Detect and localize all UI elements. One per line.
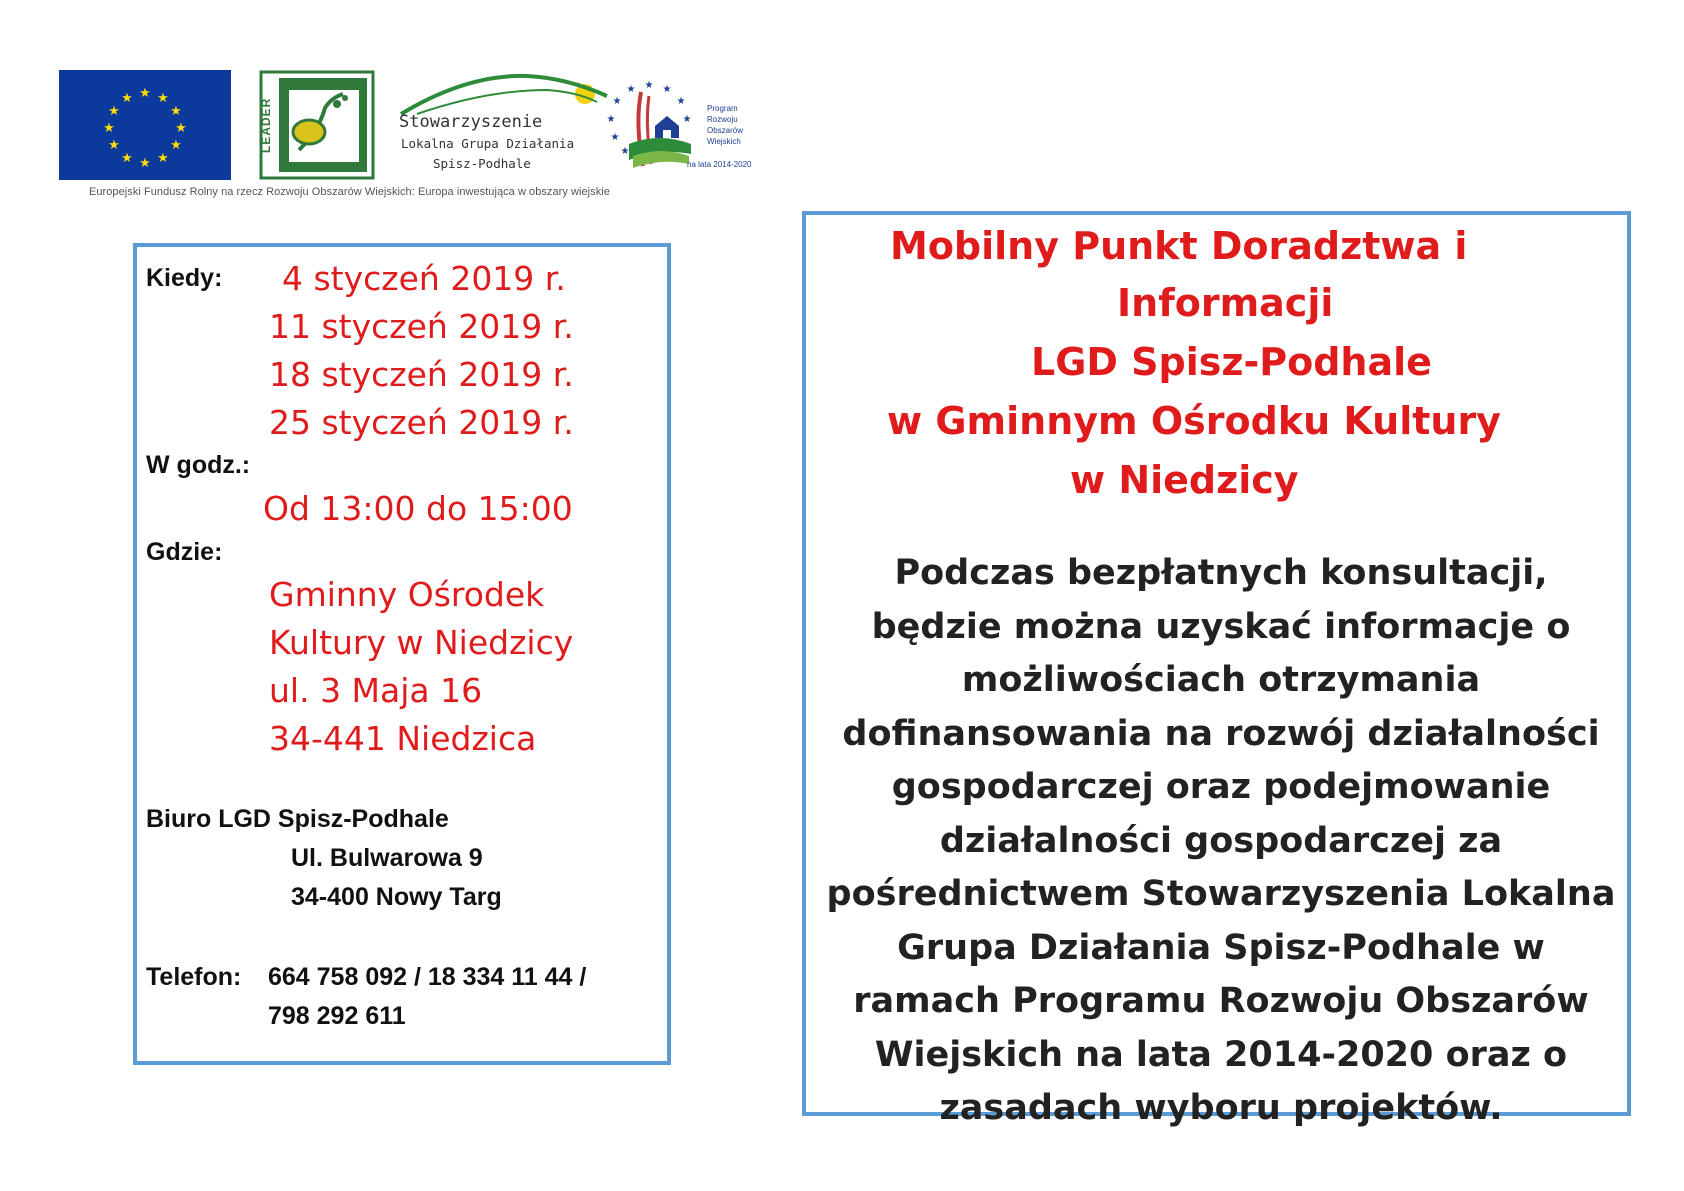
logo-strip [59, 70, 752, 200]
office-city: 34-400 Nowy Targ [291, 883, 502, 911]
svg-text:★: ★ [620, 146, 630, 157]
title-line-4: w Gminnym Ośrodku Kultury [887, 399, 1501, 443]
svg-text:★: ★ [103, 121, 115, 136]
svg-text:★: ★ [175, 121, 187, 136]
svg-text:★: ★ [170, 138, 182, 153]
svg-text:★: ★ [626, 84, 636, 95]
hours-label: W godz.: [146, 451, 251, 479]
prow-logo [599, 74, 752, 180]
svg-text:★: ★ [644, 80, 654, 91]
description-box [802, 211, 1631, 1128]
phone-numbers-1: 664 758 092 / 18 334 11 44 / [268, 963, 587, 991]
date-4: 25 styczeń 2019 r. [269, 403, 574, 442]
prow-years: na lata 2014-2020 [687, 160, 752, 169]
lgd-line1: Stowarzyszenie [399, 112, 543, 132]
svg-text:★: ★ [121, 91, 133, 106]
prow-text-2: Obszarów [707, 126, 744, 135]
svg-text:★: ★ [139, 86, 151, 101]
leader-text: LEADER [259, 97, 273, 153]
lgd-line3: Spisz-Podhale [433, 156, 531, 171]
title-line-2: Informacji [1117, 281, 1334, 325]
office-title: Biuro LGD Spisz-Podhale [146, 805, 449, 833]
svg-text:★: ★ [610, 132, 620, 143]
date-3: 18 styczeń 2019 r. [269, 355, 574, 394]
prow-text-0: Program [707, 104, 738, 113]
svg-text:★: ★ [682, 114, 692, 125]
where-label: Gdzie: [146, 538, 223, 566]
prow-text-3: Wiejskich [707, 137, 741, 146]
svg-text:★: ★ [612, 96, 622, 107]
place-line-2: Kultury w Niedzicy [269, 623, 574, 662]
svg-text:★: ★ [170, 104, 182, 119]
svg-text:★: ★ [662, 84, 672, 95]
svg-text:★: ★ [139, 156, 151, 171]
svg-text:★: ★ [676, 96, 686, 107]
eu-flag-icon [59, 70, 231, 180]
office-street: Ul. Bulwarowa 9 [291, 844, 483, 872]
when-label: Kiedy: [146, 264, 223, 292]
title-line-3: LGD Spisz-Podhale [1031, 340, 1432, 384]
title-line-5: w Niedzicy [1070, 458, 1299, 502]
svg-text:★: ★ [606, 114, 616, 125]
leader-logo [259, 70, 375, 180]
phone-numbers-2: 798 292 611 [268, 1002, 406, 1030]
event-details-box [133, 243, 671, 1065]
svg-text:★: ★ [157, 91, 169, 106]
svg-text:★: ★ [108, 138, 120, 153]
lgd-line2: Lokalna Grupa Działania [401, 136, 575, 151]
description-text: Podczas bezpłatnych konsultacji, będzie można uzyskać informacje o możliwościach otrzymania dofinansowania na rozwój działalności gospodarczej oraz podejmowanie działalności gospodarczej za pośrednictwem Stowarzyszenia Lokalna Grupa Działania Spisz-Podhale w ramach Programu Rozwoju Obszarów Wiejskich na lata 2014-2020 oraz o zasadach wyboru projektów. [826, 553, 1616, 1128]
fund-caption: Europejski Fundusz Rolny na rzecz Rozwoju Obszarów Wiejskich: Europa inwestująca w obszary wiejskie [89, 186, 610, 198]
svg-text:★: ★ [121, 151, 133, 166]
phone-label: Telefon: [146, 963, 242, 991]
svg-text:★: ★ [108, 104, 120, 119]
date-1: 4 styczeń 2019 r. [282, 259, 566, 298]
place-line-4: 34-441 Niedzica [269, 719, 537, 758]
place-line-3: ul. 3 Maja 16 [269, 671, 483, 710]
title-line-1: Mobilny Punkt Doradztwa i [890, 224, 1468, 268]
hours-value: Od 13:00 do 15:00 [263, 489, 573, 528]
prow-text-1: Rozwoju [707, 115, 738, 124]
place-line-1: Gminny Ośrodek [269, 575, 545, 614]
date-2: 11 styczeń 2019 r. [269, 307, 574, 346]
svg-text:★: ★ [157, 151, 169, 166]
